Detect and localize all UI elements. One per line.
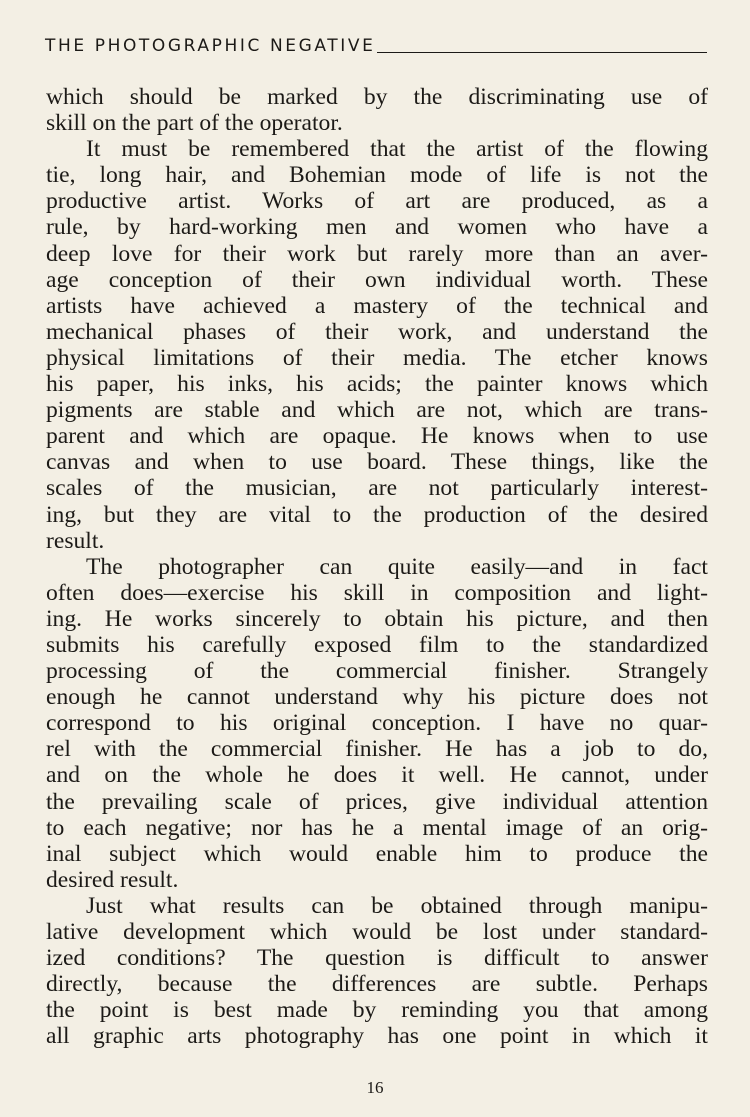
text-line: mechanical phases of their work, and understand the (46, 318, 708, 345)
text-line: which should be marked by the discriminating use of (46, 84, 708, 110)
text-line: enough he cannot understand why his picture does not (46, 684, 708, 711)
text-line: Just what results can be obtained through manipu- (86, 892, 708, 919)
text-line: canvas and when to use board. These things, like the (46, 449, 708, 476)
text-line: The photographer can quite easily—and in fact (86, 553, 708, 580)
text-line: parent and which are opaque. He knows when to use (46, 423, 708, 450)
running-title: THE PHOTOGRAPHIC NEGATIVE (45, 36, 376, 56)
text-line: ing. He works sincerely to obtain his picture, and then (46, 605, 708, 632)
page-number: 16 (366, 1078, 384, 1097)
text-line: deep love for their work but rarely more than an aver- (46, 240, 708, 267)
text-line: ing, but they are vital to the production of the desired (46, 501, 708, 528)
text-line: submits his carefully exposed film to the standardized (46, 631, 708, 658)
text-line: correspond to his original conception. I have no quar- (46, 710, 708, 737)
text-line: artists have achieved a mastery of the technical and (46, 292, 708, 319)
text-line: scales of the musician, are not particularly interest- (46, 475, 708, 502)
body-text (46, 84, 708, 1049)
text-line: age conception of their own individual worth. These (46, 266, 708, 293)
text-line: desired result. (46, 866, 179, 893)
text-line: lative development which would be lost under standard- (46, 919, 708, 945)
text-line: inal subject which would enable him to produce the (46, 840, 708, 867)
text-line: his paper, his inks, his acids; the painter knows which (46, 371, 708, 398)
text-line: directly, because the differences are subtle. Perhaps (46, 971, 708, 998)
text-line: the prevailing scale of prices, give individual attention (46, 788, 708, 815)
text-line: and on the whole he does it well. He cannot, under (46, 762, 708, 789)
text-line: productive artist. Works of art are produced, as a (46, 188, 708, 215)
text-line: physical limitations of their media. The etcher knows (46, 344, 708, 371)
text-line: It must be remembered that the artist of the flowing (86, 136, 708, 163)
text-line: skill on the part of the operator. (46, 110, 343, 137)
text-line: the point is best made by reminding you that among (46, 997, 708, 1024)
text-line: all graphic arts photography has one point in which it (46, 1023, 708, 1050)
text-line: tie, long hair, and Bohemian mode of life is not the (46, 162, 708, 189)
text-line: often does—exercise his skill in composition and light- (46, 579, 708, 606)
text-line: processing of the commercial finisher. Strangely (46, 658, 708, 685)
text-line: pigments are stable and which are not, which are trans- (46, 397, 708, 424)
text-line: rule, by hard-working men and women who have a (46, 214, 708, 241)
running-header (45, 32, 707, 56)
text-line: to each negative; nor has he a mental image of an orig- (46, 814, 708, 841)
header-rule (377, 52, 707, 53)
text-line: rel with the commercial finisher. He has a job to do, (46, 736, 708, 763)
text-line: result. (46, 527, 105, 554)
text-line: ized conditions? The question is difficult to answer (46, 945, 708, 972)
